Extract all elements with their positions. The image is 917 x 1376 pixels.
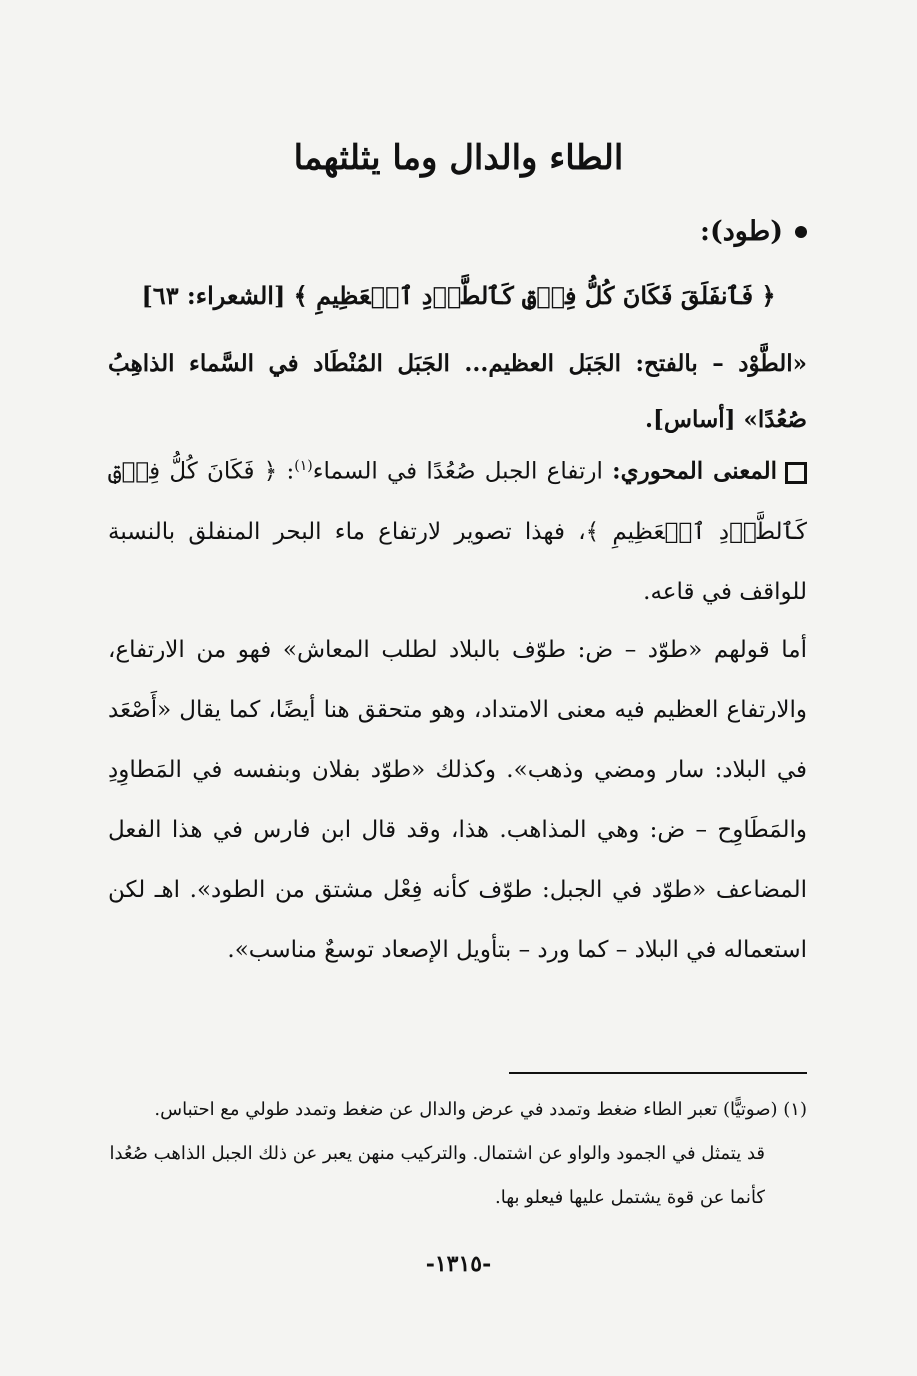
quran-reference: [الشعراء: ٦٣] xyxy=(141,281,286,310)
paragraph-usage: أما قولهم «طوّد – ض: طوّف بالبلاد لطلب المعاش» فهو من الارتفاع، والارتفاع العظيم فيه معنى الامتداد، وهو متحقق هنا أيضًا، كما يقال «أَصْعَد في البلاد: سار ومضي وذهب». وكذلك «طوّد بفلان وبنفسه في المَطاوِدِ والمَطَاوِح – ض: وهي المذاهب. هذا، وقد قال ابن فارس في هذا الفعل المضاعف «طوّد في الجبل: طوّف كأنه فِعْل مشتق من الطود». اهـ لكن استعماله في البلاد – كما ورد – بتأويل الإصعاد توسعٌ مناسب». xyxy=(108,637,807,963)
footnote-divider xyxy=(509,1072,807,1074)
footnote-marker[interactable]: (١) xyxy=(294,458,313,474)
quote-source: [أساس]. xyxy=(644,406,736,433)
page-title: الطاء والدال وما يثلثهما xyxy=(293,138,624,178)
core-meaning-label: المعنى المحوري: xyxy=(612,457,778,485)
core-meaning-text: ارتفاع الجبل صُعُدًا في السماء xyxy=(312,458,603,485)
footnote-line-1: (١) (صوتيًّا) تعبر الطاء ضغط وتمدد في عرض والدال عن ضغط وتمدد طولي مع احتباس. xyxy=(154,1099,807,1120)
page-number: -١٣١٥- xyxy=(425,1251,492,1277)
entry-heading xyxy=(700,212,807,252)
bullet-icon xyxy=(795,226,807,238)
square-icon xyxy=(785,462,807,484)
footnotes xyxy=(108,1088,807,1220)
footnote-line-2: قد يتمثل في الجمود والواو عن اشتمال. والتركيب منهن يعبر عن ذلك الجبل الذاهب صُعُدا كأنما عن قوة يشتمل عليها فيعلو بها. xyxy=(109,1143,765,1208)
quran-verse-text: ﴿ فَٱنفَلَقَ فَكَانَ كُلُّ فِرۡقٖ كَٱلطَّوۡدِ ٱلۡعَظِيمِ ﴾ xyxy=(293,281,776,310)
paragraph-core-meaning xyxy=(108,436,807,622)
quote-text: «الطَّوْد – بالفتح: الجَبَل العظيم... الجَبَل المُنْطَاد في السَّماء الذاهِبُ صُعُدًا» xyxy=(108,350,807,433)
entry-heading-text: (طود): xyxy=(700,216,783,247)
core-meaning-continuation: : ﴿ فَكَانَ كُلُّ فِرۡقٖ كَٱلطَّوۡدِ ٱلۡعَظِيمِ ﴾، فهذا تصوير لارتفاع ماء البحر المنفلق بالنسبة للواقف في قاعه. xyxy=(108,458,807,605)
dictionary-quote xyxy=(108,336,807,448)
quran-verse xyxy=(112,276,805,316)
